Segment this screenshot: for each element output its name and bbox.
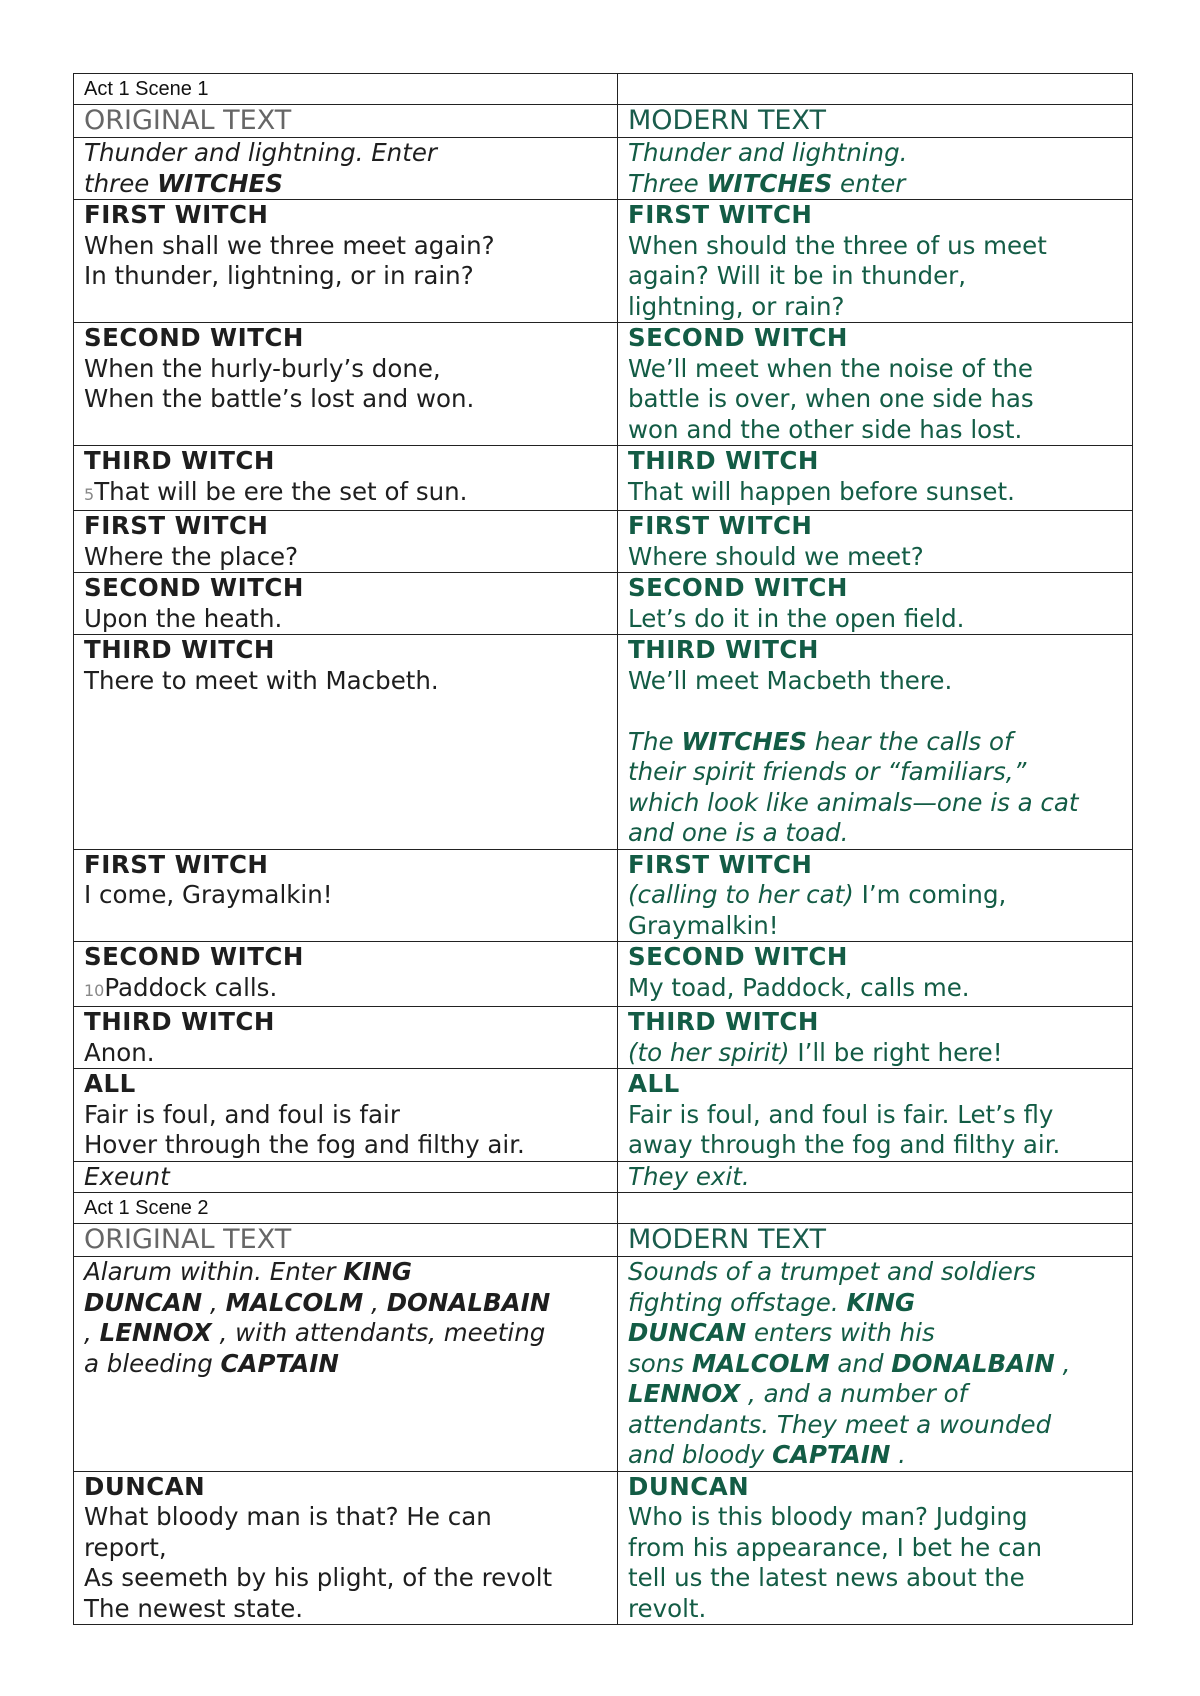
original-speech (74, 1007, 618, 1069)
speaker-name: ALL (628, 1069, 680, 1098)
speaker-name: THIRD WITCH (628, 635, 819, 664)
modern-line: lightning, or rain? (628, 291, 845, 321)
modern-line: When should the three of us meet (628, 230, 1047, 260)
speaker-name: DUNCAN (628, 1471, 750, 1501)
modern-line: Fair is foul, and foul is fair. Let’s fly (628, 1099, 1054, 1129)
modern-line: (to her spirit) I’ll be right here! (628, 1037, 1003, 1067)
modern-speech (618, 942, 1133, 1007)
speaker-name: SECOND WITCH (84, 573, 304, 602)
speaker-name: THIRD WITCH (84, 635, 275, 664)
modern-speech (618, 1069, 1133, 1162)
speaker-name: DUNCAN (84, 1471, 206, 1501)
original-speech (74, 200, 618, 323)
modern-stage-direction: The WITCHES hear the calls of (628, 726, 1013, 756)
empty-cell (618, 1193, 1133, 1224)
original-stage-direction: Alarum within. Enter KING DUNCAN , MALCOLM , DONALBAIN , LENNOX , with attendants, meeting a bleeding CAPTAIN (74, 1257, 618, 1472)
verse-line: Fair is foul, and foul is fair (84, 1099, 400, 1129)
scene-label: Act 1 Scene 2 (74, 1193, 618, 1224)
speaker-name: FIRST WITCH (628, 511, 813, 540)
empty-cell (618, 74, 1133, 105)
speaker-name: THIRD WITCH (84, 1007, 275, 1036)
speaker-name: THIRD WITCH (628, 1007, 819, 1036)
modern-speech (618, 511, 1133, 573)
modern-line: tell us the latest news about the (628, 1563, 1025, 1592)
verse-line: 5That will be ere the set of sun. (84, 476, 468, 506)
speaker-name: FIRST WITCH (628, 200, 813, 229)
speaker-name: SECOND WITCH (628, 573, 848, 602)
original-stage-direction: Thunder and lightning. Enter three WITCHES (74, 138, 618, 200)
modern-line: again? Will it be in thunder, (628, 261, 967, 290)
modern-line: Where should we meet? (628, 541, 924, 571)
modern-speech (618, 1471, 1133, 1625)
modern-speech (618, 446, 1133, 511)
verse-line: What bloody man is that? He can (84, 1502, 492, 1531)
modern-speech: THIRD WITCH We’ll meet Macbeth there. The WITCHES hear the calls of their spirit friends or “familiars,” which look like animals—one is a cat and one is a toad. (618, 635, 1133, 850)
modern-line: (calling to her cat) I’m coming, (628, 880, 1007, 909)
modern-text-header: MODERN TEXT (618, 105, 1133, 138)
modern-line: That will happen before sunset. (628, 476, 1015, 506)
verse-line: 10Paddock calls. (84, 972, 278, 1002)
original-speech (74, 323, 618, 446)
modern-speech (618, 1007, 1133, 1069)
dialogue-row (74, 573, 1133, 635)
modern-speech (618, 323, 1133, 446)
stage-aside: (to her spirit) (628, 1037, 790, 1067)
verse-line: In thunder, lightning, or in rain? (84, 261, 474, 290)
dialogue-row (74, 323, 1133, 446)
original-exit: Exeunt (74, 1161, 618, 1193)
speaker-name: SECOND WITCH (84, 942, 304, 971)
dialogue-row (74, 511, 1133, 573)
stage-direction-row (74, 138, 1133, 200)
verse-line: There to meet with Macbeth. (84, 665, 439, 695)
modern-stage-direction: Sounds of a trumpet and soldiers fighting offstage. KING DUNCAN enters with his sons MALCOLM and DONALBAIN , LENNOX , and a number of attendants. They meet a wounded and bloody CAPTAIN . (618, 1257, 1133, 1472)
dialogue-row (74, 635, 1133, 850)
stage-aside: (calling to her cat) (628, 880, 854, 909)
modern-speech (618, 200, 1133, 323)
speaker-name: FIRST WITCH (84, 200, 269, 229)
original-speech (74, 1069, 618, 1162)
modern-line: Graymalkin! (628, 910, 779, 940)
translation-table (73, 73, 1133, 1625)
original-speech (74, 573, 618, 635)
modern-line: battle is over, when one side has (628, 384, 1034, 413)
original-speech (74, 635, 618, 850)
verse-line: Anon. (84, 1037, 155, 1067)
speaker-name: FIRST WITCH (84, 511, 269, 540)
scene-label: Act 1 Scene 1 (74, 74, 618, 105)
original-text-header: ORIGINAL TEXT (74, 1224, 618, 1257)
original-speech (74, 446, 618, 511)
verse-line: When the battle’s lost and won. (84, 384, 475, 413)
speaker-name: ALL (84, 1069, 136, 1098)
verse-line: Upon the heath. (84, 603, 283, 633)
dialogue-row (74, 849, 1133, 942)
speaker-name: SECOND WITCH (628, 942, 848, 971)
dialogue-row (74, 200, 1133, 323)
modern-speech (618, 849, 1133, 942)
column-header-row (74, 105, 1133, 138)
verse-line: When the hurly-burly’s done, (84, 353, 441, 383)
dialogue-row (74, 446, 1133, 511)
dialogue-row (74, 942, 1133, 1007)
verse-line: When shall we three meet again? (84, 230, 495, 260)
speaker-name: FIRST WITCH (84, 849, 269, 879)
scene-label-row (74, 1193, 1133, 1224)
dialogue-row (74, 1471, 1133, 1625)
modern-line: We’ll meet Macbeth there. (628, 665, 953, 695)
modern-line: from his appearance, I bet he can (628, 1532, 1043, 1562)
verse-line: report, (84, 1532, 167, 1562)
exit-row (74, 1161, 1133, 1193)
original-speech (74, 1471, 618, 1625)
dialogue-row (74, 1069, 1133, 1162)
scene1-dialogue (74, 200, 1133, 1162)
speaker-name: THIRD WITCH (84, 446, 275, 475)
dialogue-row (74, 1007, 1133, 1069)
line-number: 5 (84, 484, 95, 504)
modern-stage-direction: Thunder and lightning. Three WITCHES enter (618, 138, 1133, 200)
modern-line: We’ll meet when the noise of the (628, 353, 1033, 383)
verse-line: I come, Graymalkin! (84, 880, 333, 909)
speaker-name: THIRD WITCH (628, 446, 819, 475)
modern-line: revolt. (628, 1593, 707, 1623)
modern-line: won and the other side has lost. (628, 414, 1023, 444)
scene2-dialogue (74, 1471, 1133, 1625)
stage-direction-row (74, 1257, 1133, 1472)
speaker-name: SECOND WITCH (84, 323, 304, 352)
line-number: 10 (84, 980, 105, 1000)
verse-line: As seemeth by his plight, of the revolt (84, 1563, 553, 1592)
original-speech (74, 849, 618, 942)
verse-line: Hover through the fog and filthy air. (84, 1130, 525, 1159)
original-speech (74, 511, 618, 573)
column-header-row (74, 1224, 1133, 1257)
original-text-header: ORIGINAL TEXT (74, 105, 618, 138)
scene-label-row (74, 74, 1133, 105)
modern-line: My toad, Paddock, calls me. (628, 972, 970, 1002)
modern-exit: They exit. (618, 1161, 1133, 1193)
modern-line: Who is this bloody man? Judging (628, 1502, 1028, 1531)
modern-line: away through the fog and filthy air. (628, 1130, 1061, 1159)
modern-line: Let’s do it in the open field. (628, 603, 965, 633)
speaker-name: SECOND WITCH (628, 323, 848, 352)
modern-text-header: MODERN TEXT (618, 1224, 1133, 1257)
speaker-name: FIRST WITCH (628, 849, 813, 879)
modern-speech (618, 573, 1133, 635)
original-speech (74, 942, 618, 1007)
verse-line: The newest state. (84, 1593, 304, 1623)
verse-line: Where the place? (84, 541, 299, 571)
